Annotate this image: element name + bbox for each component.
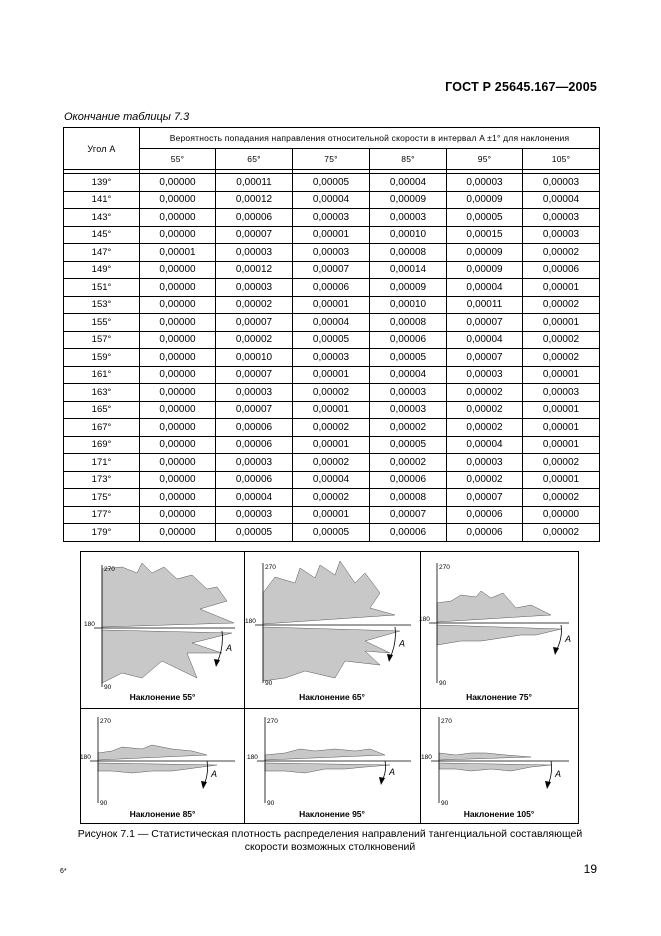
inclination-header: 85°: [370, 149, 447, 170]
arrow-head: [201, 781, 207, 789]
arrow-label-a: A: [211, 769, 218, 779]
probability-cell: 0,00002: [293, 384, 370, 402]
angle-arrow: [548, 761, 552, 785]
table-row: [64, 454, 600, 472]
probability-cell: 0,00010: [370, 296, 447, 314]
angle-cell: 165°: [64, 401, 140, 419]
angle-cell: 155°: [64, 314, 140, 332]
probability-cell: 0,00000: [140, 314, 216, 332]
probability-cell: 0,00007: [447, 349, 523, 367]
angle-cell: 177°: [64, 506, 140, 524]
probability-cell: 0,00005: [293, 524, 370, 542]
density-lobe: [102, 630, 232, 683]
probability-cell: 0,00006: [216, 419, 293, 437]
angle-cell: 163°: [64, 384, 140, 402]
density-lobe: [263, 627, 400, 681]
probability-cell: 0,00002: [216, 296, 293, 314]
probability-cell: 0,00005: [293, 331, 370, 349]
probability-cell: 0,00008: [370, 314, 447, 332]
figure-7-1: [80, 551, 579, 824]
page-number: 19: [583, 862, 597, 876]
probability-cell: 0,00003: [370, 401, 447, 419]
angle-cell: 157°: [64, 331, 140, 349]
probability-cell: 0,00007: [370, 506, 447, 524]
angle-cell: 151°: [64, 279, 140, 297]
probability-cell: 0,00003: [447, 174, 523, 192]
probability-cell: 0,00005: [447, 209, 523, 227]
probability-cell: 0,00009: [447, 244, 523, 262]
axis-label-90: 90: [265, 680, 273, 687]
probability-cell: 0,00000: [140, 261, 216, 279]
sheet-mark: 6*: [60, 868, 67, 875]
standard-number: ГОСТ Р 25645.167—2005: [445, 80, 597, 94]
axis-label-180: 180: [84, 621, 95, 628]
probability-cell: 0,00002: [447, 471, 523, 489]
arrow-head: [545, 781, 551, 789]
probability-cell: 0,00004: [216, 489, 293, 507]
density-lobe: [265, 763, 390, 773]
rose-diagram-panel: [245, 709, 419, 822]
probability-cell: 0,00007: [216, 314, 293, 332]
probability-cell: 0,00006: [370, 471, 447, 489]
probability-cell: 0,00003: [447, 366, 523, 384]
density-lobe: [439, 763, 551, 771]
probability-cell: 0,00003: [216, 454, 293, 472]
probability-cell: 0,00001: [293, 506, 370, 524]
probability-cell: 0,00003: [523, 209, 600, 227]
probability-cell: 0,00007: [216, 366, 293, 384]
probability-cell: 0,00001: [523, 401, 600, 419]
rose-diagram-panel: [82, 709, 243, 822]
probability-cell: 0,00004: [293, 191, 370, 209]
probability-cell: 0,00003: [293, 209, 370, 227]
probability-cell: 0,00004: [370, 174, 447, 192]
inclination-header: 105°: [523, 149, 600, 170]
rose-diagram-panel: [245, 553, 419, 707]
probability-cell: 0,00012: [216, 261, 293, 279]
rose-diagram: [245, 553, 419, 693]
probability-cell: 0,00000: [140, 366, 216, 384]
table-row: [64, 384, 600, 402]
arrow-head: [379, 777, 385, 785]
probability-cell: 0,00004: [447, 279, 523, 297]
panel-label: Наклонение 65°: [299, 692, 365, 702]
probability-cell: 0,00007: [216, 401, 293, 419]
probability-cell: 0,00001: [293, 366, 370, 384]
probability-cell: 0,00002: [447, 384, 523, 402]
probability-cell: 0,00002: [370, 454, 447, 472]
axis-label-270: 270: [100, 718, 111, 725]
axis-label-270: 270: [267, 718, 278, 725]
probability-cell: 0,00000: [140, 419, 216, 437]
probability-cell: 0,00001: [523, 366, 600, 384]
angle-cell: 141°: [64, 191, 140, 209]
probability-cell: 0,00003: [447, 454, 523, 472]
probability-cell: 0,00002: [447, 419, 523, 437]
figure-caption: Рисунок 7.1 — Статистическая плотность распределения направлений тангенциальной составляющей скорости возможных столкновений: [77, 828, 583, 853]
rose-diagram: [82, 709, 243, 809]
probability-cell: 0,00002: [523, 349, 600, 367]
table-row: [64, 261, 600, 279]
probability-cell: 0,00003: [216, 279, 293, 297]
probability-cell: 0,00004: [447, 436, 523, 454]
probability-cell: 0,00004: [447, 331, 523, 349]
probability-cell: 0,00001: [140, 244, 216, 262]
table-row: [64, 471, 600, 489]
probability-cell: 0,00007: [293, 261, 370, 279]
probability-cell: 0,00006: [216, 209, 293, 227]
density-lobe: [437, 591, 551, 623]
axis-label-270: 270: [104, 566, 115, 573]
density-lobe: [102, 563, 234, 628]
arrow-label-a: A: [389, 767, 396, 777]
probability-cell: 0,00000: [140, 524, 216, 542]
axis-label-90: 90: [439, 680, 447, 687]
angle-cell: 175°: [64, 489, 140, 507]
probability-cell: 0,00001: [293, 401, 370, 419]
probability-cell: 0,00014: [370, 261, 447, 279]
axis-label-180: 180: [421, 754, 432, 761]
panel-label: Наклонение 55°: [129, 692, 196, 702]
probability-cell: 0,00002: [523, 524, 600, 542]
probability-cell: 0,00000: [140, 506, 216, 524]
table-row: [64, 419, 600, 437]
axis-label-90: 90: [100, 800, 108, 807]
angle-cell: 167°: [64, 419, 140, 437]
rose-diagram: [82, 553, 243, 693]
probability-cell: 0,00005: [216, 524, 293, 542]
angle-cell: 139°: [64, 174, 140, 192]
probability-cell: 0,00009: [447, 191, 523, 209]
density-lobe: [98, 763, 217, 773]
probability-cell: 0,00000: [140, 471, 216, 489]
axis-label-90: 90: [104, 684, 112, 691]
table-row: [64, 506, 600, 524]
angle-cell: 179°: [64, 524, 140, 542]
probability-cell: 0,00001: [293, 296, 370, 314]
probability-cell: 0,00003: [293, 349, 370, 367]
probability-group-header: Вероятность попадания направления относительной скорости в интервал A ±1° для наклонения: [140, 128, 600, 149]
rose-diagram-panel: [421, 553, 577, 707]
rose-diagram-panel: [82, 553, 243, 707]
probability-cell: 0,00003: [216, 244, 293, 262]
axis-label-90: 90: [441, 800, 449, 807]
axis-label-180: 180: [245, 618, 256, 625]
probability-cell: 0,00003: [523, 174, 600, 192]
table-row: [64, 401, 600, 419]
angle-cell: 171°: [64, 454, 140, 472]
probability-cell: 0,00000: [140, 226, 216, 244]
axis-label-180: 180: [419, 616, 430, 623]
probability-cell: 0,00003: [216, 506, 293, 524]
table-row: [64, 279, 600, 297]
probability-cell: 0,00002: [523, 454, 600, 472]
panel-label: Наклонение 85°: [129, 809, 196, 819]
angle-cell: 145°: [64, 226, 140, 244]
inclination-header: 55°: [140, 149, 216, 170]
arrow-head: [553, 647, 559, 655]
probability-cell: 0,00007: [447, 314, 523, 332]
axis-label-180: 180: [247, 754, 258, 761]
table-row: [64, 349, 600, 367]
probability-cell: 0,00001: [293, 226, 370, 244]
probability-cell: 0,00002: [523, 331, 600, 349]
probability-cell: 0,00006: [523, 261, 600, 279]
probability-cell: 0,00003: [216, 384, 293, 402]
probability-cell: 0,00001: [523, 419, 600, 437]
probability-cell: 0,00000: [140, 384, 216, 402]
table-row: [64, 366, 600, 384]
probability-cell: 0,00005: [293, 174, 370, 192]
angle-cell: 153°: [64, 296, 140, 314]
probability-cell: 0,00004: [293, 471, 370, 489]
probability-cell: 0,00010: [216, 349, 293, 367]
probability-cell: 0,00003: [523, 226, 600, 244]
table-row: [64, 489, 600, 507]
rose-diagram: [421, 709, 577, 809]
density-lobe: [439, 753, 531, 761]
table-row: [64, 296, 600, 314]
probability-cell: 0,00000: [140, 279, 216, 297]
probability-cell: 0,00000: [140, 296, 216, 314]
probability-cell: 0,00002: [293, 454, 370, 472]
probability-cell: 0,00002: [523, 489, 600, 507]
angle-cell: 143°: [64, 209, 140, 227]
density-lobe: [263, 561, 395, 625]
axis-label-270: 270: [265, 564, 276, 571]
arrow-head: [387, 654, 393, 662]
probability-cell: 0,00012: [216, 191, 293, 209]
panel-label: Наклонение 105°: [463, 809, 535, 819]
probability-cell: 0,00010: [370, 226, 447, 244]
probability-cell: 0,00000: [140, 331, 216, 349]
probability-cell: 0,00015: [447, 226, 523, 244]
rose-diagram: [421, 553, 577, 693]
probability-cell: 0,00000: [140, 349, 216, 367]
axis-label-270: 270: [439, 564, 450, 571]
probability-cell: 0,00009: [370, 279, 447, 297]
probability-cell: 0,00000: [523, 506, 600, 524]
probability-cell: 0,00002: [370, 419, 447, 437]
probability-table: [63, 127, 600, 542]
probability-cell: 0,00001: [523, 314, 600, 332]
probability-cell: 0,00008: [370, 489, 447, 507]
probability-cell: 0,00005: [370, 436, 447, 454]
angle-column-header: Угол A: [64, 128, 140, 170]
probability-cell: 0,00004: [370, 366, 447, 384]
probability-cell: 0,00000: [140, 174, 216, 192]
table-row: [64, 436, 600, 454]
probability-cell: 0,00006: [216, 436, 293, 454]
arrow-label-a: A: [226, 643, 233, 653]
probability-cell: 0,00000: [140, 209, 216, 227]
probability-cell: 0,00009: [447, 261, 523, 279]
probability-cell: 0,00002: [216, 331, 293, 349]
rose-diagram: [245, 709, 419, 809]
arrow-label-a: A: [555, 769, 562, 779]
density-lobe: [437, 625, 561, 645]
probability-cell: 0,00006: [293, 279, 370, 297]
probability-cell: 0,00000: [140, 401, 216, 419]
probability-cell: 0,00004: [523, 191, 600, 209]
density-lobe: [98, 745, 207, 761]
density-lobe: [265, 749, 385, 761]
probability-cell: 0,00006: [370, 524, 447, 542]
probability-cell: 0,00000: [140, 436, 216, 454]
probability-cell: 0,00003: [293, 244, 370, 262]
table-row: [64, 226, 600, 244]
probability-cell: 0,00000: [140, 454, 216, 472]
probability-cell: 0,00004: [293, 314, 370, 332]
table-continuation-caption: Окончание таблицы 7.3: [64, 111, 190, 123]
panel-label: Наклонение 75°: [466, 692, 532, 702]
inclination-header: 75°: [293, 149, 370, 170]
panel-label: Наклонение 95°: [299, 809, 365, 819]
arrow-label-a: A: [399, 638, 406, 649]
probability-cell: 0,00006: [447, 524, 523, 542]
probability-cell: 0,00001: [523, 471, 600, 489]
probability-cell: 0,00003: [370, 209, 447, 227]
probability-cell: 0,00002: [293, 419, 370, 437]
probability-cell: 0,00011: [447, 296, 523, 314]
table-row: [64, 209, 600, 227]
table-row: [64, 174, 600, 192]
table-row: [64, 314, 600, 332]
angle-cell: 161°: [64, 366, 140, 384]
table-row: [64, 524, 600, 542]
probability-cell: 0,00001: [523, 279, 600, 297]
inclination-header: 95°: [447, 149, 523, 170]
probability-cell: 0,00005: [370, 349, 447, 367]
arrow-label-a: A: [565, 634, 572, 644]
probability-cell: 0,00000: [140, 489, 216, 507]
probability-cell: 0,00001: [293, 436, 370, 454]
angle-cell: 149°: [64, 261, 140, 279]
probability-cell: 0,00011: [216, 174, 293, 192]
probability-cell: 0,00007: [216, 226, 293, 244]
probability-cell: 0,00001: [523, 436, 600, 454]
probability-cell: 0,00002: [447, 401, 523, 419]
rose-diagram-panel: [421, 709, 577, 822]
angle-cell: 147°: [64, 244, 140, 262]
probability-cell: 0,00002: [293, 489, 370, 507]
probability-cell: 0,00006: [216, 471, 293, 489]
axis-label-90: 90: [267, 800, 275, 807]
probability-cell: 0,00002: [523, 296, 600, 314]
table-row: [64, 191, 600, 209]
probability-cell: 0,00003: [523, 384, 600, 402]
probability-cell: 0,00002: [523, 244, 600, 262]
inclination-header: 65°: [216, 149, 293, 170]
probability-cell: 0,00006: [447, 506, 523, 524]
table-row: [64, 244, 600, 262]
probability-cell: 0,00006: [370, 331, 447, 349]
probability-cell: 0,00003: [370, 384, 447, 402]
probability-cell: 0,00007: [447, 489, 523, 507]
axis-label-180: 180: [80, 754, 91, 761]
axis-label-270: 270: [441, 718, 452, 725]
angle-cell: 173°: [64, 471, 140, 489]
arrow-head: [214, 659, 220, 667]
angle-cell: 159°: [64, 349, 140, 367]
table-row: [64, 331, 600, 349]
probability-cell: 0,00009: [370, 191, 447, 209]
angle-cell: 169°: [64, 436, 140, 454]
probability-cell: 0,00008: [370, 244, 447, 262]
probability-cell: 0,00000: [140, 191, 216, 209]
